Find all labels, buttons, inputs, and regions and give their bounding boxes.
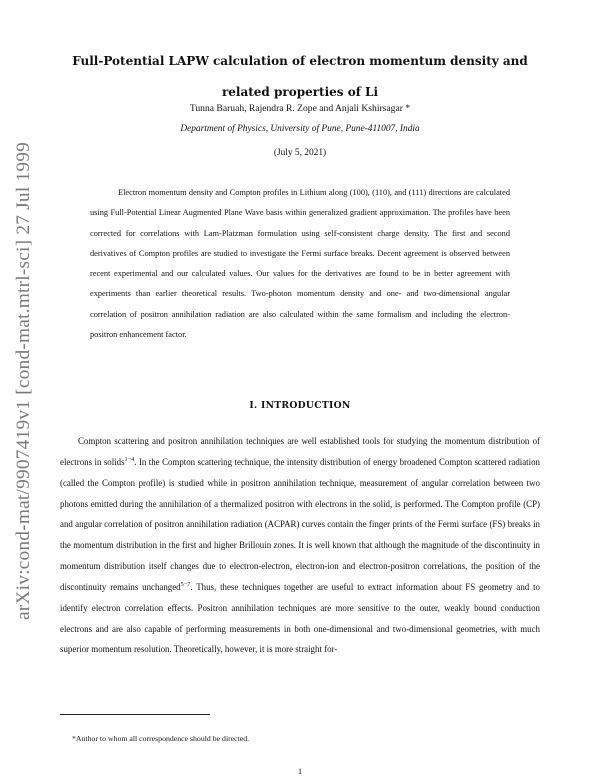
intro-text-part-1: Compton scattering and positron annihilation techniques are well established tools for studying the momentum distribution of electrons in solids [60,436,540,467]
footnote: *Author to whom all correspondence should be directed. [72,734,250,743]
intro-text-part-2: . In the Compton scattering technique, the intensity distribution of energy broadened Compton scattered radiation (called the Compton profile) is studied while in positron annihilation technique, measurement of angular correlation between two photons emitted during the annihilation of a thermalized positron with electrons in the solid, is performed. The Compton profile (CP) and angular correlation of positron annihilation radiation (ACPAR) curves contain the finger prints of the Fermi surface (FS) breaks in the momentum distribution in the first and higher Brillouin zones. It is well known that although the magnitude of the discontinuity in momentum distribution itself changes due to electron-electron, electron-ion and electron-positron correlations, the position of the discontinuity remains unchanged [60,456,540,592]
page-number: 1 [297,766,303,776]
footnote-divider [60,714,210,715]
paper-title: Full-Potential LAPW calculation of electron momentum density and related properties of Li [72,54,528,99]
abstract: Electron momentum density and Compton profiles in Lithium along (100), (110), and (111) directions are calculated using Full-Potential Linear Augmented Plane Wave basis within generalized gradient approximation. The profiles have been corrected for correlations with Lam-Platzman formulation using self-consistent charge density. The first and second derivatives of Compton profiles are studied to investigate the Fermi surface breaks. Decent agreement is observed between recent experimental and our calculated values. Our values for the derivatives are found to be in better agreement with experiments than earlier theoretical results. Two-photon momentum density and one- and two-dimensional angular correlation of positron annihilation radiation are also calculated within the same formalism and including the electron-positron enhancement factor. [90,188,510,340]
arxiv-side-identifier [4,141,44,621]
arxiv-identifier-text: arXiv:cond-mat/9907419v1 [cond-mat.mtrl-sci] 27 Jul 1999 [13,141,35,621]
section-heading-introduction: I. INTRODUCTION [249,400,351,411]
author-list: Tunna Baruah, Rajendra R. Zope and Anjali Kshirsagar * [189,103,411,114]
affiliation: Department of Physics, University of Pune, Pune-411007, India [180,124,420,134]
reference-citation: 5−7 [180,580,191,588]
reference-citation: 1−4 [124,455,135,463]
introduction-paragraph [60,431,540,660]
intro-text-part-3: . Thus, these techniques together are useful to extract information about FS geometry and to identify electron correlation effects. Positron annihilation techniques are more sensitive to the outer, weakly bound conduction electrons and are also capable of performing measurements in both one-dimensional and two-dimensional geometries, with much superior momentum resolution. Theoretically, however, it is more straight for- [60,581,540,655]
paper-date: (July 5, 2021) [273,148,327,158]
